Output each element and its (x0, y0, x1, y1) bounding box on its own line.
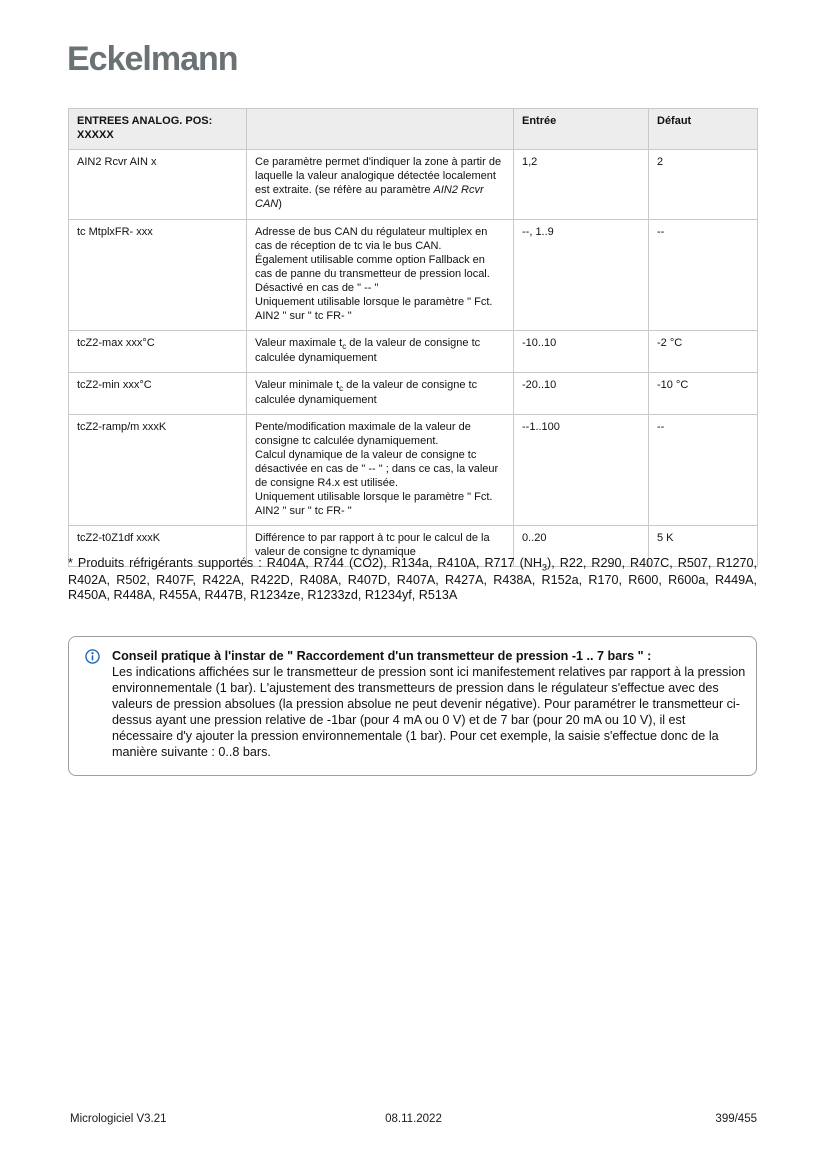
param-description-cell (247, 373, 514, 415)
info-box-title: Conseil pratique à l'instar de " Raccordement d'un transmetteur de pression -1 .. 7 bars " : (112, 649, 652, 663)
table-row (69, 150, 758, 220)
refrigerants-text: * Produits réfrigérants supportés : R404A, R744 (CO2), R134a, R410A, R717 (NH (68, 556, 542, 570)
info-icon (85, 648, 112, 669)
description-text: Valeur maximale t (255, 337, 343, 349)
defaut-cell: 5 K (649, 526, 758, 567)
entree-cell: --1..100 (514, 415, 649, 526)
subscript-text: 3 (542, 562, 548, 573)
page-footer (70, 1113, 757, 1125)
entree-cell: 0..20 (514, 526, 649, 567)
description-line: Pente/modification maximale de la valeur de consigne tc calculée dynamiquement. (255, 421, 471, 448)
param-name-cell: tc MtplxFR- xxx (69, 220, 247, 331)
footer-date: 08.11.2022 (385, 1113, 442, 1125)
entree-cell: -20..10 (514, 373, 649, 415)
param-description-cell (247, 331, 514, 373)
description-text: Ce paramètre permet d'indiquer la zone à partir de laquelle la valeur analogique détectée localement est extraite. (se réfère au paramètre (255, 156, 502, 196)
info-box-text (112, 648, 746, 760)
defaut-cell: 2 (649, 150, 758, 220)
table-row (69, 331, 758, 373)
footer-page-number: 399/455 (715, 1113, 757, 1125)
entree-cell: -10..10 (514, 331, 649, 373)
param-name-cell: AIN2 Rcvr AIN x (69, 150, 247, 220)
defaut-cell: -2 °C (649, 331, 758, 373)
description-line: Désactivé en cas de " -- " (255, 282, 379, 294)
entree-cell: 1,2 (514, 150, 649, 220)
description-text: ) (278, 198, 282, 210)
parameters-table (68, 108, 758, 567)
header-cell-defaut: Défaut (649, 109, 758, 150)
table-header-row (69, 109, 758, 150)
param-description-cell (247, 150, 514, 220)
eckelmann-logo: Eckelmann (67, 40, 238, 78)
footer-firmware-version: Micrologiciel V3.21 (70, 1113, 167, 1125)
defaut-cell: -- (649, 220, 758, 331)
description-text: Valeur minimale t (255, 379, 340, 392)
info-box (68, 636, 757, 776)
entree-cell: --, 1..9 (514, 220, 649, 331)
description-line: Adresse de bus CAN du régulateur multiplex en cas de réception de tc via le bus CAN. (255, 226, 488, 252)
description-line: Uniquement utilisable lorsque le paramètre " Fct. AIN2 " sur " tc FR- " (255, 491, 493, 518)
description-text: de la valeur de consigne tc calculée dynamiquement (255, 379, 478, 407)
subscript-text: c (342, 342, 347, 352)
description-line: Calcul dynamique de la valeur de consigne tc désactivée en cas de " -- " ; dans ce cas, la valeur de consigne R4.x est utilisée. (255, 449, 499, 490)
header-cell-entree: Entrée (514, 109, 649, 150)
description-text: de la valeur de consigne tc calculée dynamiquement (255, 337, 481, 365)
table-row (69, 220, 758, 331)
param-description-cell (247, 220, 514, 331)
subscript-text: c (339, 384, 344, 394)
description-italic-text: AIN2 Rcvr CAN (255, 184, 484, 210)
header-cell-description (247, 109, 514, 150)
header-cell-position: ENTREES ANALOG. POS: XXXXX (69, 109, 247, 150)
refrigerants-note (68, 556, 757, 604)
defaut-cell: -- (649, 415, 758, 526)
refrigerants-text: ), R22, R290, R407C, R507, R1270, R402A, R502, R407F, R422A, R422D, R408A, R407D, R407A, R427A, R438A, R152a, R170, R600, R600a, R449A, R450A, R448A, R455A, R447B, R1234ze, R1233zd, R1234yf, R513A (68, 556, 758, 603)
table-row (69, 373, 758, 415)
param-description-cell: Différence to par rapport à tc pour le calcul de la valeur de consigne tc dynamique (247, 526, 514, 567)
table-row (69, 415, 758, 526)
defaut-cell: -10 °C (649, 373, 758, 415)
param-description-cell (247, 415, 514, 526)
description-line: Uniquement utilisable lorsque le paramètre " Fct. AIN2 " sur " tc FR- " (255, 296, 493, 322)
param-name-cell: tcZ2-max xxx°C (69, 331, 247, 373)
info-box-body: Les indications affichées sur le transmetteur de pression sont ici manifestement relatives par rapport à la pression environnementale (1 bar). L'ajustement des transmetteurs de pression dans le régulateur s'effectue avec des valeurs de pression absolues (la pression absolue ne peut devenir négative). Pour paramétrer le transmetteur ci-dessus ayant une pression relative de -1bar (pour 4 mA ou 0 V) et de 7 bar (pour 20 mA ou 10 V), il est nécessaire d'y ajouter la pression environnementale (1 bar). Pour cet exemple, la saisie s'effectue donc de la manière suivante : 0..8 bars. (112, 665, 746, 759)
param-name-cell: tcZ2-min xxx°C (69, 373, 247, 415)
param-name-cell: tcZ2-t0Z1df xxxK (69, 526, 247, 567)
description-line: Également utilisable comme option Fallback en cas de panne du transmetteur de pression local. (255, 254, 490, 280)
param-name-cell: tcZ2-ramp/m xxxK (69, 415, 247, 526)
